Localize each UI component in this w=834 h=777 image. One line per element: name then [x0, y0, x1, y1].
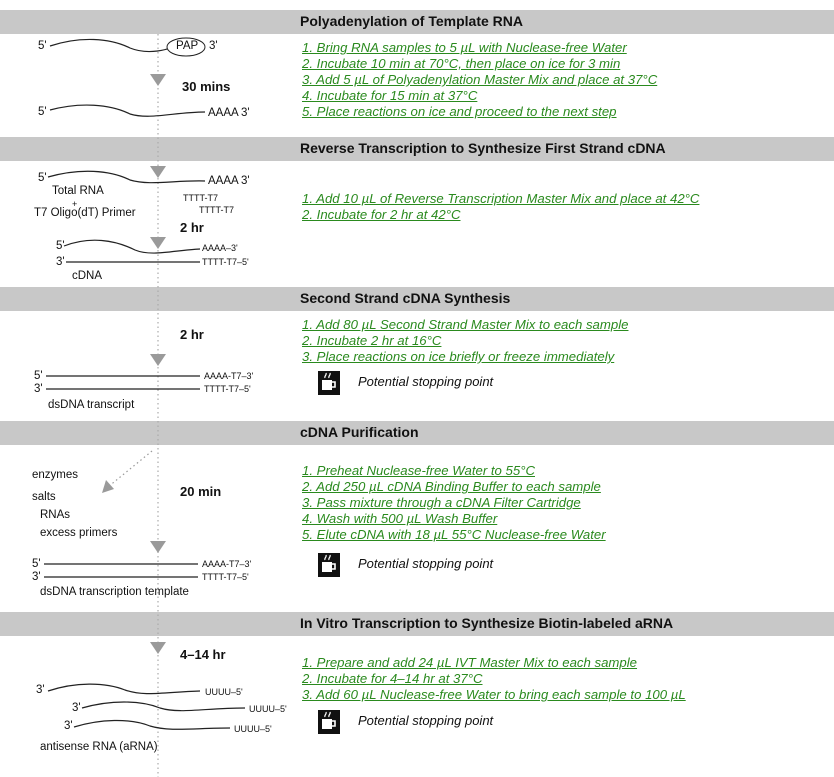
step-item[interactable]: 4. Incubate for 15 min at 37°C — [302, 88, 478, 103]
primer-tttt-t7-label: TTTT-T7 — [199, 205, 234, 215]
total-rna-label: Total RNA — [52, 185, 104, 197]
coffee-cup-icon — [318, 710, 340, 734]
removed-item: RNAs — [40, 509, 71, 521]
section-title: In Vitro Transcription to Synthesize Biotin-labeled aRNA — [300, 615, 674, 631]
step-item[interactable]: 3. Pass mixture through a cDNA Filter Cartridge — [302, 495, 581, 510]
incubation-time: 30 mins — [182, 79, 231, 94]
step-item[interactable]: 2. Incubate for 4–14 hr at 37°C — [302, 671, 483, 686]
three-prime-label: 3' — [72, 702, 81, 714]
three-prime-label: 3' — [56, 256, 65, 268]
stopping-point-label: Potential stopping point — [358, 556, 494, 571]
down-arrow-icon — [150, 541, 166, 553]
step-item[interactable]: 3. Add 5 µL of Polyadenylation Master Mix and place at 37°C — [302, 72, 658, 87]
arna-strand — [48, 684, 200, 694]
three-prime-label: 3' — [241, 175, 250, 187]
diagonal-arrow-icon — [102, 480, 114, 493]
removed-item: enzymes — [32, 469, 79, 481]
rna-polya-strand — [50, 105, 205, 116]
rna-strand — [48, 171, 205, 182]
aaaa-3-label: AAAA–3' — [202, 243, 238, 253]
section-title: Reverse Transcription to Synthesize First Strand cDNA — [300, 140, 666, 156]
step-item[interactable]: 2. Add 250 µL cDNA Binding Buffer to each sample — [302, 479, 601, 494]
five-prime-label: 5' — [38, 172, 47, 184]
product-label: dsDNA transcription template — [40, 586, 189, 598]
step-item[interactable]: 4. Wash with 500 µL Wash Buffer — [302, 511, 498, 526]
uuuu-5-label: UUUU–5' — [234, 724, 272, 734]
uuuu-5-label: UUUU–5' — [249, 704, 287, 714]
down-arrow-icon — [150, 166, 166, 178]
down-arrow-icon — [150, 354, 166, 366]
poly-a-tail-label: AAAA — [208, 107, 239, 119]
removed-item: excess primers — [40, 527, 118, 539]
three-prime-label: 3' — [32, 571, 41, 583]
primer-label: T7 Oligo(dT) Primer — [34, 207, 136, 219]
section-title: Second Strand cDNA Synthesis — [300, 290, 511, 306]
step-item[interactable]: 2. Incubate for 2 hr at 42°C — [302, 207, 461, 222]
rna-strand — [50, 39, 170, 51]
step-item[interactable]: 1. Preheat Nuclease-free Water to 55°C — [302, 463, 535, 478]
section-title: cDNA Purification — [300, 424, 419, 440]
step-item[interactable]: 3. Place reactions on ice briefly or freeze immediately — [302, 349, 615, 364]
down-arrow-icon — [150, 237, 166, 249]
stopping-point-label: Potential stopping point — [358, 713, 494, 728]
uuuu-5-label: UUUU–5' — [205, 687, 243, 697]
rna-strand — [64, 240, 200, 253]
five-prime-label: 5' — [38, 106, 47, 118]
five-prime-label: 5' — [32, 558, 41, 570]
three-prime-label: 3' — [241, 107, 250, 119]
coffee-cup-icon — [318, 371, 340, 395]
step-list — [302, 317, 628, 365]
primer-tttt-t7-label: TTTT-T7 — [183, 193, 218, 203]
down-arrow-icon — [150, 74, 166, 86]
step-list — [302, 655, 686, 703]
three-prime-label: 3' — [36, 684, 45, 696]
three-prime-label: 3' — [34, 383, 43, 395]
tttt-t7-5-label: TTTT-T7–5' — [202, 257, 249, 267]
aaaa-t7-3-label: AAAA-T7–3' — [202, 559, 252, 569]
stopping-point-label: Potential stopping point — [358, 374, 494, 389]
five-prime-label: 5' — [38, 40, 47, 52]
plus-label: + — [72, 199, 78, 209]
step-item[interactable]: 3. Add 60 µL Nuclease-free Water to bring each sample to 100 µL — [302, 687, 686, 702]
tttt-t7-5-label: TTTT-T7–5' — [202, 572, 249, 582]
incubation-time: 20 min — [180, 484, 222, 499]
step-item[interactable]: 2. Incubate 10 min at 70°C, then place on ice for 3 min — [302, 56, 621, 71]
product-label: dsDNA transcript — [48, 399, 135, 411]
step-list — [302, 463, 606, 543]
step-item[interactable]: 1. Prepare and add 24 µL IVT Master Mix to each sample — [302, 655, 638, 670]
tttt-t7-5-label: TTTT-T7–5' — [204, 384, 251, 394]
arna-strand — [82, 702, 245, 711]
step-item[interactable]: 1. Add 80 µL Second Strand Master Mix to each sample — [302, 317, 629, 332]
cdna-label: cDNA — [72, 270, 103, 282]
removed-item: salts — [32, 491, 56, 503]
step-list — [302, 191, 699, 223]
step-item[interactable]: 1. Bring RNA samples to 5 µL with Nuclease-free Water — [302, 40, 627, 55]
incubation-time: 4–14 hr — [180, 647, 226, 662]
incubation-time: 2 hr — [180, 327, 204, 342]
five-prime-label: 5' — [56, 240, 65, 252]
five-prime-label: 5' — [34, 370, 43, 382]
aaaa-t7-3-label: AAAA-T7–3' — [204, 371, 254, 381]
step-item[interactable]: 2. Incubate 2 hr at 16°C — [302, 333, 442, 348]
section-title: Polyadenylation of Template RNA — [300, 13, 523, 29]
pap-label: PAP — [176, 40, 199, 52]
three-prime-label: 3' — [64, 720, 73, 732]
three-prime-label: 3' — [209, 40, 218, 52]
coffee-cup-icon — [318, 553, 340, 577]
down-arrow-icon — [150, 642, 166, 654]
removal-arrow-line — [108, 451, 152, 487]
step-item[interactable]: 5. Place reactions on ice and proceed to the next step — [302, 104, 617, 119]
step-item[interactable]: 5. Elute cDNA with 18 µL 55°C Nuclease-free Water — [302, 527, 606, 542]
step-list — [302, 40, 657, 120]
product-label: antisense RNA (aRNA) — [40, 741, 158, 753]
incubation-time: 2 hr — [180, 220, 204, 235]
arna-strand — [74, 720, 230, 729]
poly-a-tail-label: AAAA — [208, 175, 239, 187]
step-item[interactable]: 1. Add 10 µL of Reverse Transcription Master Mix and place at 42°C — [302, 191, 700, 206]
